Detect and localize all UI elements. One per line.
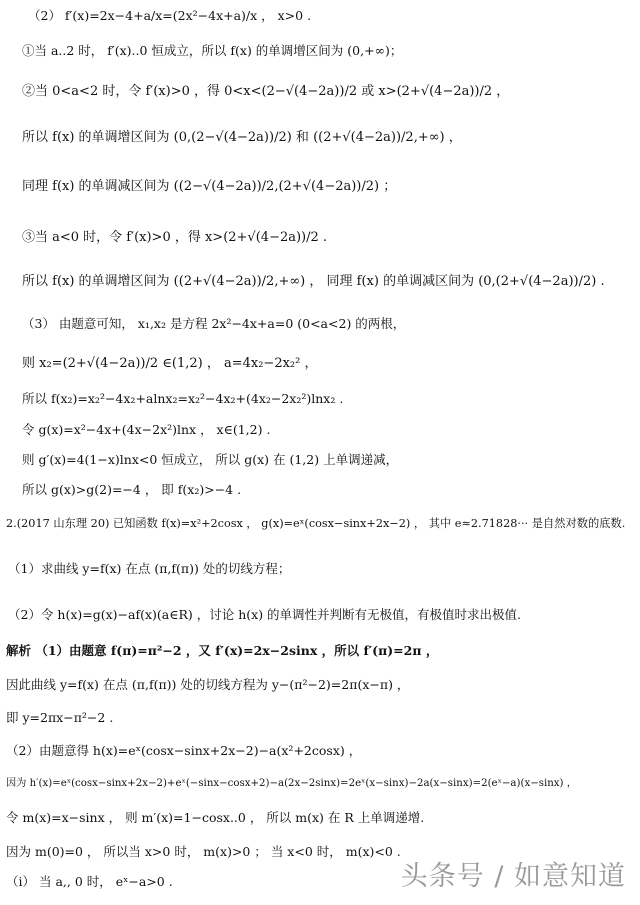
text-line-10: 所以 f(x₂)=x₂²−4x₂+alnx₂=x₂²−4x₂+(4x₂−2x₂²)lnx₂ . [22,391,344,406]
text-line-24: （i） 当 a,, 0 时， eˣ−a>0 . [6,874,173,889]
text-line-22: 令 m(x)=x−sinx ， 则 m′(x)=1−cosx..0 ， 所以 m(x) 在 R 上单调递增. [6,810,425,825]
text-line-8: （3） 由题意可知， x₁,x₂ 是方程 2x²−4x+a=0 (0<a<2) 的两根， [22,316,406,331]
text-line-23: 因为 m(0)=0 ， 所以当 x>0 时， m(x)>0 ； 当 x<0 时， m(x)<0 . [6,844,401,859]
text-line-1: （2） f′(x)=2x−4+a/x=(2x²−4x+a)/x ， x>0 . [28,8,312,23]
text-line-2: ①当 a..2 时， f′(x)..0 恒成立，所以 f(x) 的单调增区间为 (0,+∞)； [22,43,403,58]
text-line-5: 同理 f(x) 的单调减区间为 ((2−√(4−2a))/2,(2+√(4−2a))/2) ； [22,179,397,194]
text-line-21: 因为 h′(x)=eˣ(cosx−sinx+2x−2)+eˣ(−sinx−cosx+2)−a(2x−2sinx)=2eˣ(x−sinx)−2a(x−sinx)=2(eˣ−a)(x−sinx) ， [6,778,577,789]
text-line-11: 令 g(x)=x²−4x+(4x−2x²)lnx ， x∈(1,2) . [22,422,271,437]
text-line-14: 2.(2017 山东理 20) 已知函数 f(x)=x²+2cosx ， g(x)=eˣ(cosx−sinx+2x−2) ， 其中 e≈2.71828··· 是自然对数的底数. [6,517,626,530]
text-line-16: （2）令 h(x)=g(x)−af(x)(a∈R) ，讨论 h(x) 的单调性并判断有无极值，有极值时求出极值. [8,607,522,622]
text-line-19: 即 y=2πx−π²−2 . [6,710,114,725]
text-line-18: 因此曲线 y=f(x) 在点 (π,f(π)) 处的切线方程为 y−(π²−2)=2π(x−π) ， [6,677,410,692]
text-line-6: ③当 a<0 时，令 f′(x)>0 ，得 x>(2+√(4−2a))/2 . [22,230,328,245]
watermark-text: 头条号 / 如意知道 [400,861,626,892]
text-line-15: （1）求曲线 y=f(x) 在点 (π,f(π)) 处的切线方程； [8,561,291,576]
text-line-13: 所以 g(x)>g(2)=−4 ， 即 f(x₂)>−4 . [22,482,242,497]
text-line-17: 解析 （1）由题意 f(π)=π²−2 ，又 f′(x)=2x−2sinx ，所以 f′(π)=2π ， [6,643,439,658]
text-line-4: 所以 f(x) 的单调增区间为 (0,(2−√(4−2a))/2) 和 ((2+√(4−2a))/2,+∞) ， [22,130,462,145]
text-line-7: 所以 f(x) 的单调增区间为 ((2+√(4−2a))/2,+∞) ， 同理 f(x) 的单调减区间为 (0,(2+√(4−2a))/2) . [22,274,605,289]
text-line-9: 则 x₂=(2+√(4−2a))/2 ∈(1,2) ， a=4x₂−2x₂² ， [22,356,318,371]
text-line-12: 则 g′(x)=4(1−x)lnx<0 恒成立， 所以 g(x) 在 (1,2) 上单调递减， [22,452,399,467]
text-line-20: （2）由题意得 h(x)=eˣ(cosx−sinx+2x−2)−a(x²+2cosx) ， [6,743,362,758]
text-line-3: ②当 0<a<2 时，令 f′(x)>0 ，得 0<x<(2−√(4−2a))/2 或 x>(2+√(4−2a))/2 ， [22,84,510,99]
